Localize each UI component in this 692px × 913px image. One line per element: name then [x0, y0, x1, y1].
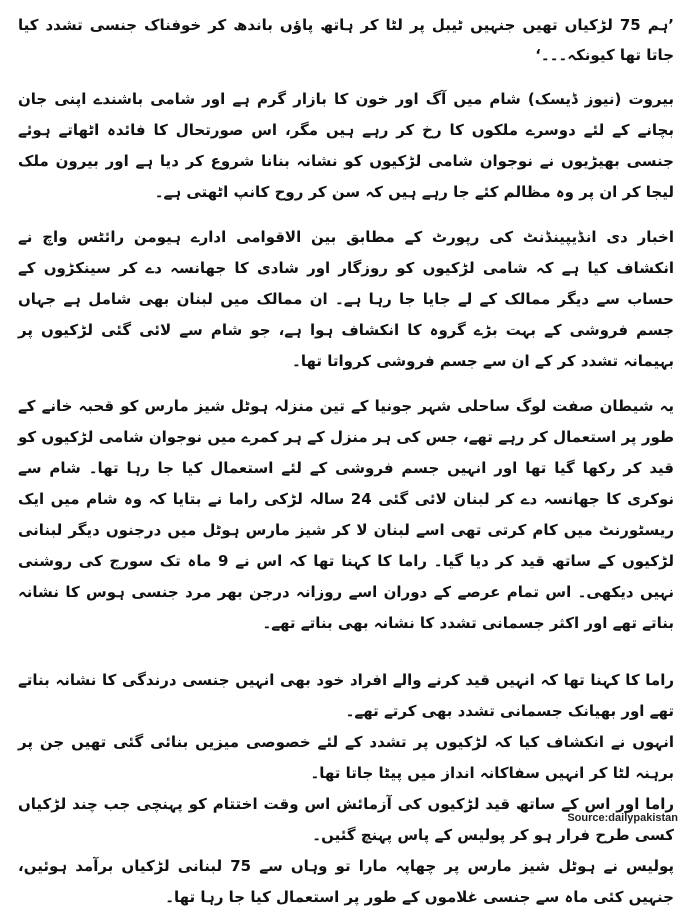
article-line: راما کا کہنا تھا کہ انہیں قید کرنے والے افراد خود بھی انہیں جنسی درندگی کا نشانہ بناتے تھے اور بھیانک جسمانی تشدد بھی کرتے تھے۔: [18, 671, 674, 720]
article-line: انہوں نے انکشاف کیا کہ لڑکیوں پر تشدد کے لئے خصوصی میزیں بنائی گئی تھیں جن پر برہنہ لٹا کر انہیں سفاکانہ انداز میں پیٹا جاتا تھا۔: [18, 733, 674, 782]
article-paragraph: اخبار دی انڈیپینڈنٹ کی رپورٹ کے مطابق بین الاقوامی ادارے ہیومن رائٹس واچ نے انکشاف کیا ہے کہ شامی لڑکیوں کو روزگار اور شادی کا جھانسہ دے کر سینکڑوں کے حساب سے دیگر ممالک کے لے جایا جا رہا ہے۔ ان ممالک میں لبنان بھی شامل ہے جہاں جسم فروشی کے بہت بڑے گروہ کا انکشاف ہوا ہے، جو شام سے لائی گئی لڑکیوں پر بہیمانہ تشدد کر کے ان سے جسم فروشی کرواتا تھا۔: [18, 228, 674, 370]
article-headline: ’ہم 75 لڑکیاں تھیں جنہیں ٹیبل پر لٹا کر ہاتھ پاؤں باندھ کر خوفناک جنسی تشدد کیا جاتا تھا کیونکہ۔۔۔‘: [18, 16, 674, 64]
article-line: پولیس نے ہوٹل شیز مارس پر چھاپہ مارا تو وہاں سے 75 لبنانی لڑکیاں برآمد ہوئیں، جنہیں کئی ماہ سے جنسی غلاموں کے طور پر استعمال کیا جا رہا تھا۔: [18, 857, 675, 906]
article-line: راما اور اس کے ساتھ قید لڑکیوں کی آزمائش اس وقت اختتام کو پہنچی جب چند لڑکیاں کسی طرح فرار ہو کر پولیس کے پاس پہنچ گئیں۔: [18, 795, 674, 844]
article-paragraph: یہ شیطان صفت لوگ ساحلی شہر جونیا کے تین منزلہ ہوٹل شیز مارس کو قحبہ خانے کے طور پر استعمال کر رہے تھے، جس کی ہر منزل کے ہر کمرے میں نوجوان شامی لڑکیوں کو قید کر رکھا گیا تھا اور انہیں جسم فروشی کے لئے استعمال کیا جا رہا تھا۔ شام سے نوکری کا جھانسہ دے کر لبنان لائی گئی 24 سالہ لڑکی راما نے بتایا کہ وہ شام میں ایک ریسٹورنٹ میں کام کرتی تھی اسے لبنان لا کر شیز مارس ہوٹل میں درجنوں دیگر لبنانی لڑکیوں کے ساتھ قید کر دیا گیا۔ راما کا کہنا تھا کہ اس نے 9 ماہ تک سورج کی روشنی نہیں دیکھی۔ اس تمام عرصے کے دوران اسے روزانہ درجن بھر مرد جنسی ہوس کا نشانہ بناتے تھے اور اکثر جسمانی تشدد کا نشانہ بھی بناتے تھے۔: [18, 397, 674, 632]
source-credit: Source:dailypakistan: [567, 812, 678, 824]
article-paragraph: بیروت (نیوز ڈیسک) شام میں آگ اور خون کا بازار گرم ہے اور شامی باشندے اپنی جان بچانے کے لئے دوسرے ملکوں کا رخ کر رہے ہیں مگر، اس صورتحال کا فائدہ اٹھاتے ہوئے جنسی بھیڑیوں نے نوجوان شامی لڑکیوں کو نشانہ بنانا شروع کر دیا ہے اور بیرون ملک لیجا کر ان پر وہ مظالم کئے جا رہے ہیں کہ سن کر روح کانپ اٹھتی ہے۔: [18, 90, 674, 201]
article-body: [18, 10, 674, 913]
paragraph-spacer: [18, 653, 674, 665]
